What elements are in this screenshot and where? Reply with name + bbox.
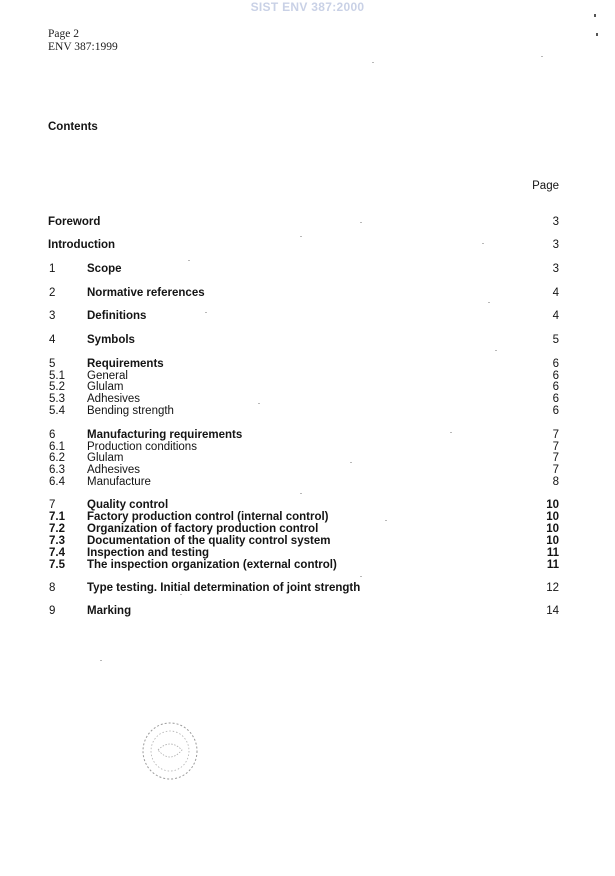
toc-title: Normative references	[87, 287, 205, 299]
doc-code: ENV 387:1999	[48, 41, 118, 53]
toc-entry[interactable]	[48, 263, 559, 276]
toc-page: 14	[546, 605, 559, 617]
scan-speckle	[188, 260, 190, 261]
toc-page: 3	[552, 239, 559, 251]
toc-page: 7	[552, 464, 559, 476]
toc-page: 6	[552, 358, 559, 370]
scan-speckle	[350, 462, 352, 463]
stamp-icon	[140, 720, 200, 782]
scan-speckle	[205, 312, 207, 313]
toc-title: Foreword	[48, 216, 101, 228]
scan-speckle	[360, 576, 362, 577]
toc-number: 7.4	[49, 547, 65, 559]
toc-number: 7.2	[49, 523, 65, 535]
toc-number: 5.1	[49, 369, 65, 382]
toc-entry[interactable]	[48, 334, 559, 347]
scan-speckle	[482, 243, 484, 244]
toc-entry[interactable]	[48, 216, 559, 229]
scan-speckle	[488, 302, 490, 303]
page-column-heading: Page	[532, 180, 559, 192]
toc-number: 1	[49, 263, 56, 275]
toc-page: 6	[552, 405, 559, 417]
page-label: Page 2	[48, 28, 79, 40]
toc-title: Factory production control (internal control)	[87, 511, 329, 523]
toc-page: 10	[546, 499, 559, 511]
toc-page: 7	[552, 440, 559, 453]
toc-page: 6	[552, 369, 559, 382]
toc-number: 9	[49, 605, 56, 617]
toc-number: 6.4	[49, 476, 65, 488]
toc-title: Production conditions	[87, 440, 197, 453]
edge-mark	[594, 14, 596, 17]
toc-title: Manufacture	[87, 476, 151, 488]
toc-number: 6.2	[49, 452, 65, 464]
toc-page: 10	[546, 523, 559, 535]
toc-number: 6.1	[49, 440, 65, 453]
watermark: SIST ENV 387:2000	[250, 0, 365, 14]
scan-speckle	[541, 56, 543, 57]
toc-subentry[interactable]	[48, 559, 559, 572]
toc-page: 7	[552, 429, 559, 441]
toc-title: Bending strength	[87, 405, 174, 417]
toc-title: Symbols	[87, 334, 135, 346]
toc-number: 7.5	[49, 558, 65, 571]
toc-title: Scope	[87, 263, 122, 275]
toc-number: 7	[49, 499, 56, 511]
toc-title: General	[87, 369, 128, 382]
scan-speckle	[450, 432, 452, 433]
toc-page: 10	[546, 511, 559, 523]
toc-page: 4	[552, 310, 559, 322]
toc-entry[interactable]	[48, 605, 559, 618]
scan-speckle	[372, 62, 374, 63]
toc-entry[interactable]	[48, 287, 559, 300]
toc-page: 11	[546, 558, 559, 571]
toc-title: Documentation of the quality control system	[87, 535, 331, 547]
toc-page: 8	[552, 476, 559, 488]
toc-title: Glulam	[87, 381, 124, 393]
scan-speckle	[180, 594, 182, 595]
toc-title: Inspection and testing	[87, 547, 210, 559]
toc-page: 3	[552, 263, 559, 275]
toc-entry[interactable]	[48, 239, 559, 252]
toc-number: 5.4	[49, 405, 65, 417]
toc-page: 4	[552, 287, 559, 299]
toc-title: Quality control	[87, 499, 169, 511]
toc-entry[interactable]	[48, 310, 559, 323]
toc-title: Introduction	[48, 239, 116, 251]
toc-page: 6	[552, 381, 559, 393]
toc-number: 5.3	[49, 393, 65, 405]
toc-page: 10	[546, 535, 559, 547]
toc-number: 6	[49, 429, 56, 441]
toc-number: 4	[49, 334, 56, 346]
toc-title: The inspection organization (external control)	[87, 558, 337, 571]
scan-speckle	[300, 493, 302, 494]
toc-title: Organization of factory production control	[87, 523, 319, 535]
toc-title: Requirements	[87, 358, 164, 370]
scan-speckle	[258, 403, 260, 404]
toc-page: 6	[552, 393, 559, 405]
toc-page: 7	[552, 452, 559, 464]
toc-title: Definitions	[87, 310, 147, 322]
toc-page: 11	[546, 547, 559, 559]
toc-number: 3	[49, 310, 56, 322]
scan-speckle	[385, 520, 387, 521]
scan-speckle	[300, 236, 302, 237]
toc-page: 3	[552, 216, 559, 228]
toc-title: Marking	[87, 605, 132, 617]
toc-subentry[interactable]	[48, 476, 559, 489]
toc-number: 7.3	[49, 535, 65, 547]
toc-title: Adhesives	[87, 393, 141, 405]
toc-number: 8	[49, 582, 56, 594]
toc-entry[interactable]	[48, 582, 559, 595]
toc-number: 7.1	[49, 511, 65, 523]
toc-number: 2	[49, 287, 56, 299]
toc-page: 12	[546, 582, 559, 594]
contents-title: Contents	[48, 121, 98, 133]
toc-title: Adhesives	[87, 464, 141, 476]
scan-speckle	[360, 222, 362, 223]
toc-number: 6.3	[49, 464, 65, 476]
toc-subentry[interactable]	[48, 405, 559, 418]
toc-title: Type testing. Initial determination of joint strength	[87, 582, 361, 594]
scan-speckle	[495, 350, 497, 351]
toc-title: Manufacturing requirements	[87, 429, 243, 441]
toc-title: Glulam	[87, 452, 124, 464]
toc-number: 5.2	[49, 381, 65, 393]
scan-speckle	[100, 660, 102, 661]
toc-number: 5	[49, 358, 56, 370]
toc-page: 5	[552, 334, 559, 346]
edge-mark	[596, 33, 598, 36]
